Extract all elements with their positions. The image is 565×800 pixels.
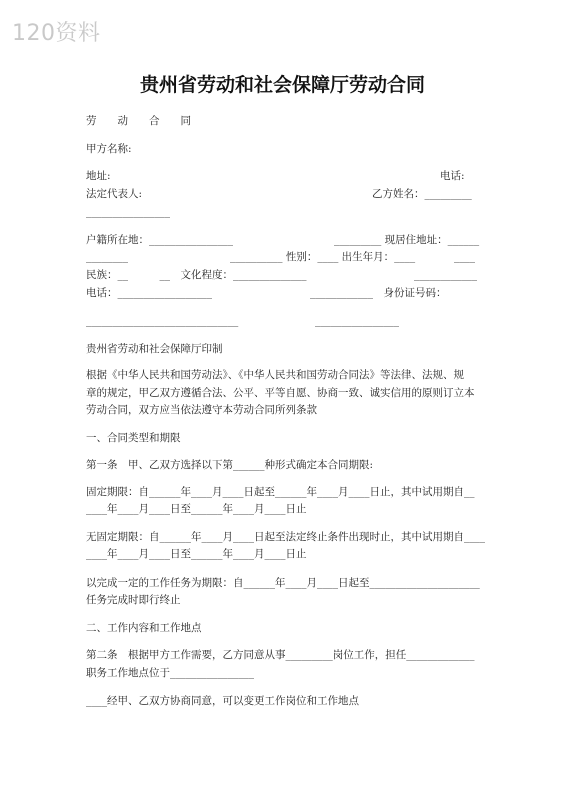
article-2-line-2: 职务工作地点位于________________ xyxy=(86,667,254,679)
current-address: _________ 现居住地址：______ xyxy=(334,234,480,246)
id-number: ____________ 身份证号码： xyxy=(310,287,447,299)
section-heading-2: 二、工作内容和工作地点 xyxy=(86,622,202,634)
blank-line: ________________ xyxy=(86,206,170,218)
blank-line-2: _____________________________ xyxy=(86,315,239,327)
gender-birth: __________ 性别：____ 出生年月：____ xyxy=(230,251,416,263)
open-term-line-1: 无固定期限：自______年____月____日起至法定终止条件出现时止，其中试用期自____ xyxy=(86,531,485,543)
row2-col3: ____ xyxy=(454,251,475,263)
party-a-name: 甲方名称: xyxy=(86,143,132,155)
task-term-line-1: 以完成一定的工作任务为期限：自______年____月____日起至_____________________ xyxy=(86,577,480,589)
subtitle: 劳 动 合 同 xyxy=(86,115,191,127)
open-term-line-2: ____年____月____日至______年____月____日止 xyxy=(86,548,307,560)
intro-line-1: 根据《中华人民共和国劳动法》、《中华人民共和国劳动合同法》等法律、法规、规 xyxy=(86,369,464,381)
hukou-address: 户籍所在地：________________ xyxy=(86,234,233,246)
intro-line-3: 劳动合同，双方应当依法遵守本劳动合同所列条款 xyxy=(86,404,317,416)
fixed-term-line-1: 固定期限：自______年____月____日起至______年____月____日止，其中试用期自__ xyxy=(86,486,475,498)
phone-label: 电话: xyxy=(440,170,465,182)
issuer: 贵州省劳动和社会保障厅印制 xyxy=(86,343,223,355)
party-b-name: 乙方姓名：_________ xyxy=(372,188,472,200)
address-label: 地址: xyxy=(86,170,111,182)
phone2: 电话：__________________ xyxy=(86,287,212,299)
row2-col1: ________ xyxy=(86,251,128,263)
task-term-line-2: 任务完成时即行终止 xyxy=(86,594,181,606)
intro-line-2: 章的规定，甲乙双方遵循合法、公平、平等自愿、协商一致、诚实信用的原则订立本 xyxy=(86,387,475,399)
row3-right: ____________ xyxy=(414,269,477,281)
watermark: 120资料 xyxy=(12,21,101,46)
ethnicity-education: 民族：__ __ 文化程度：______________ xyxy=(86,269,307,281)
article-1: 第一条 甲、乙双方选择以下第______种形式确定本合同期限: xyxy=(86,459,374,471)
article-2-line-1: 第二条 根据甲方工作需要，乙方同意从事_________岗位工作，担任_____________ xyxy=(86,649,475,661)
document-title: 贵州省劳动和社会保障厅劳动合同 xyxy=(139,74,425,96)
blank-line-3: ________________ xyxy=(315,315,399,327)
article-2-line-3: ____经甲、乙双方协商同意，可以变更工作岗位和工作地点 xyxy=(86,695,359,707)
legal-rep-label: 法定代表人: xyxy=(86,188,143,200)
section-heading-1: 一、合同类型和期限 xyxy=(86,432,181,444)
fixed-term-line-2: ____年____月____日至______年____月____日止 xyxy=(86,503,307,515)
